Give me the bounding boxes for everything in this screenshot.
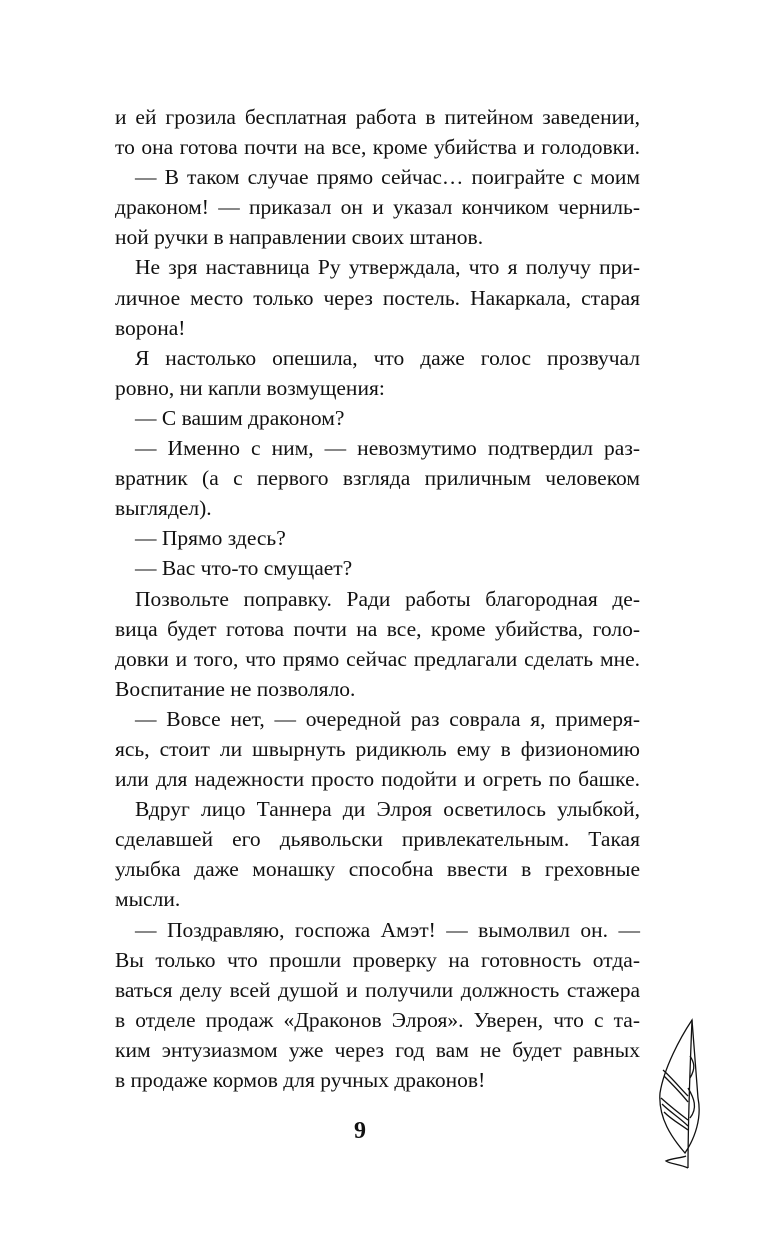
text-line: — Именно с ним, — невозмутимо подтвердил раз- xyxy=(135,436,640,461)
text-line: — В таком случае прямо сейчас… поиграйте с моим xyxy=(135,165,640,190)
text-line: Позвольте поправку. Ради работы благородная де- xyxy=(135,586,640,611)
text-line: ной ручки в направлении своих штанов. xyxy=(115,225,484,250)
text-line: то она готова почти на все, кроме убийства и голодовки. xyxy=(115,135,640,160)
text-line: Я настолько опешила, что даже голос прозвучал xyxy=(135,345,640,370)
text-line: или для надежности просто подойти и огреть по башке. xyxy=(115,767,640,792)
text-line: — Вовсе нет, — очередной раз соврала я, примеря- xyxy=(135,706,640,731)
feather-icon xyxy=(650,1018,710,1173)
text-line: личное место только через постель. Накаркала, старая xyxy=(115,285,640,310)
text-line: вратник (а с первого взгляда приличным человеком xyxy=(115,466,640,491)
text-line: Воспитание не позволяло. xyxy=(115,676,356,701)
text-line: в продаже кормов для ручных драконов! xyxy=(115,1068,486,1092)
text-line: — Прямо здесь? xyxy=(135,526,286,551)
text-line: ясь, стоит ли швырнуть ридикюль ему в физиономию xyxy=(115,736,640,761)
text-line: — С вашим драконом? xyxy=(135,405,345,430)
text-line: ваться делу всей душой и получили должность стажера xyxy=(115,977,640,1002)
page-body-text xyxy=(115,102,640,1095)
text-line: — Поздравляю, госпожа Амэт! — вымолвил он. — xyxy=(135,917,640,942)
text-line: выглядел). xyxy=(115,496,212,521)
page-number: 9 xyxy=(354,1118,366,1144)
text-line: драконом! — приказал он и указал кончиком черниль- xyxy=(115,195,640,220)
text-line: Вдруг лицо Таннера ди Элроя осветилось улыбкой, xyxy=(135,797,640,822)
text-line: ровно, ни капли возмущения: xyxy=(115,375,385,400)
text-line: Вы только что прошли проверку на готовность отда- xyxy=(115,947,640,972)
text-line: вица будет готова почти на все, кроме убийства, голо- xyxy=(115,616,640,641)
text-line: довки и того, что прямо сейчас предлагали сделать мне. xyxy=(115,646,640,671)
text-line: мысли. xyxy=(115,887,181,912)
text-line: улыбка даже монашку способна ввести в греховные xyxy=(115,857,640,882)
text-line: — Вас что-то смущает? xyxy=(135,556,353,581)
text-line: и ей грозила бесплатная работа в питейном заведении, xyxy=(115,105,640,129)
text-line: ворона! xyxy=(115,315,186,340)
text-line: в отделе продаж «Драконов Элроя». Уверен, что с та- xyxy=(115,1007,640,1032)
text-line: сделавшей его дьявольски привлекательным. Такая xyxy=(115,827,640,852)
text-line: ким энтузиазмом уже через год вам не будет равных xyxy=(115,1037,640,1062)
text-line: Не зря наставница Ру утверждала, что я получу при- xyxy=(135,255,640,280)
